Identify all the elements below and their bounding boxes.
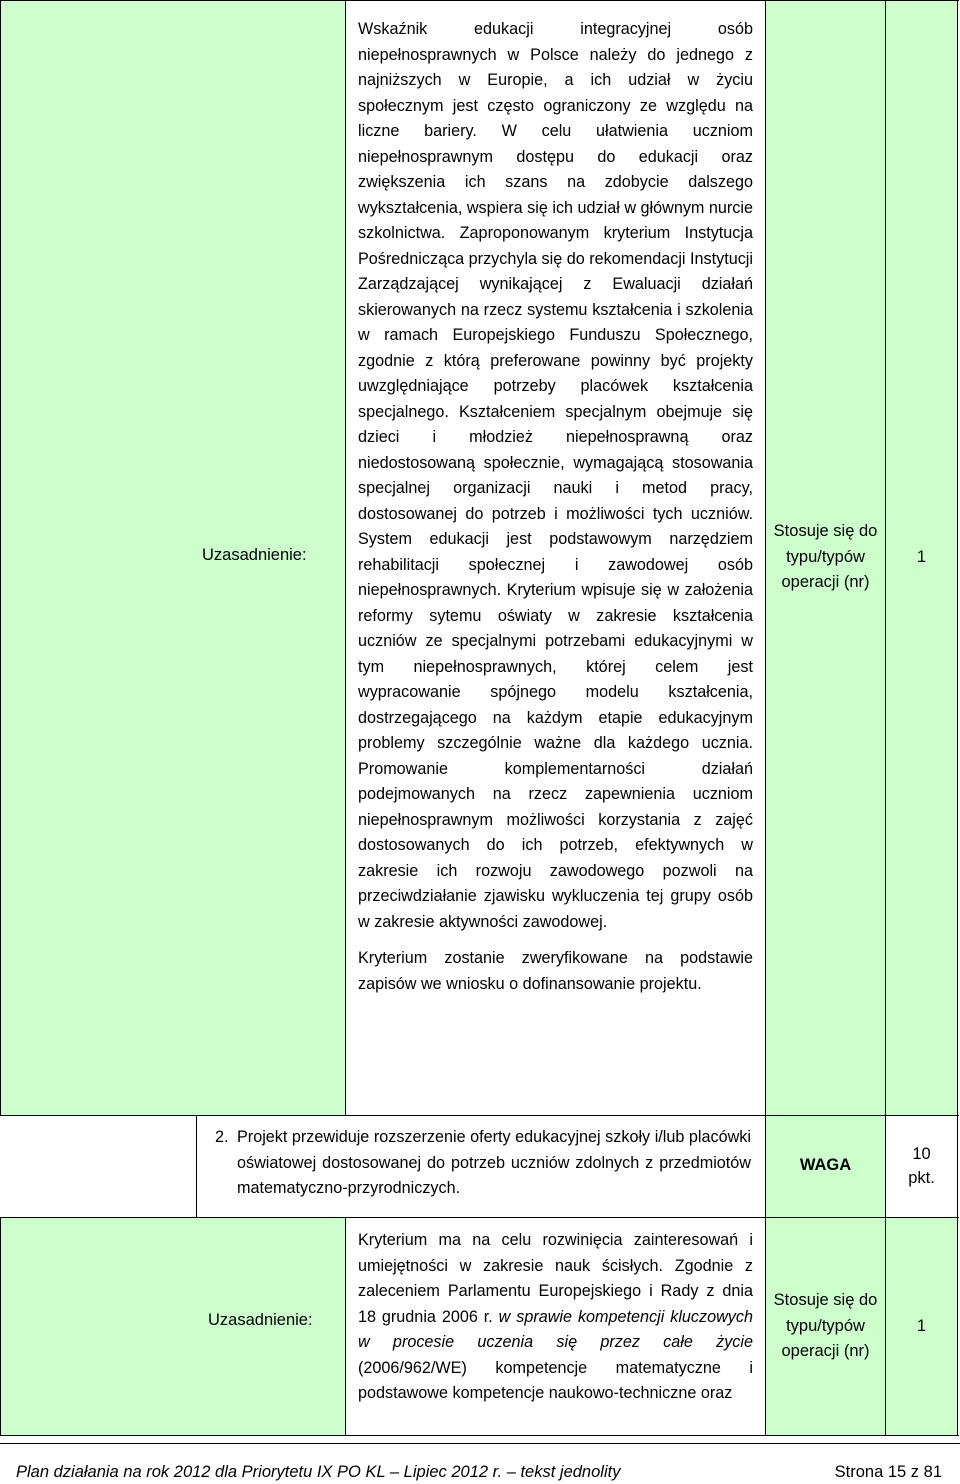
row-divider-1-left — [0, 1115, 197, 1116]
criterion2-text-block — [215, 1125, 751, 1202]
row1-applies: Stosuje się do typu/typów operacji (nr) — [773, 522, 878, 592]
footer-title: Plan działania na rok 2012 dla Priorytetu IX PO KL – Lipiec 2012 r. – tekst jednolity — [16, 1463, 621, 1481]
row-divider-1 — [196, 1115, 959, 1116]
row1-label-cell — [0, 0, 346, 1115]
row1-number: 1 — [916, 547, 927, 566]
row3-text-b: (2006/962/WE) kompetencje matematyczne i podstawowe kompetencje naukowo-techniczne oraz — [358, 1358, 753, 1402]
row3-number: 1 — [916, 1316, 927, 1335]
row-divider-2 — [0, 1217, 959, 1218]
criterion2-points-cell — [886, 1115, 958, 1217]
footer-page-number: Strona 15 z 81 — [834, 1463, 942, 1481]
row3-label-cell — [0, 1217, 346, 1436]
criterion2-points: 10 pkt. — [908, 1145, 935, 1187]
row1-label: Uzasadnienie: — [202, 546, 307, 564]
table-border-left-lower — [0, 1217, 1, 1436]
row1-number-cell — [886, 0, 958, 1115]
row3-number-cell — [886, 1217, 958, 1436]
row-divider-3 — [0, 1435, 959, 1436]
criterion2-number: 2. — [215, 1128, 229, 1146]
row3-text-a: Kryterium ma na celu rozwinięcia zainteresowań i umiejętności w zakresie nauk ścisłych. Zgodnie z zaleceniem Parlamentu Europejskiego i Rady z dnia 18 grudnia 2006 r. — [358, 1231, 753, 1326]
table-border-left — [0, 0, 1, 1115]
row1-text — [358, 17, 753, 997]
page-footer — [16, 1463, 942, 1482]
row3-applies: Stosuje się do typu/typów operacji (nr) — [773, 1291, 878, 1361]
row3-label: Uzasadnienie: — [208, 1311, 313, 1329]
criterion2-weight-label: WAGA — [799, 1156, 852, 1175]
row3-text-cell — [346, 1217, 766, 1436]
criterion2-text: Projekt przewiduje rozszerzenie oferty edukacyjnej szkoły i/lub placówki oświatowej dostosowanej do potrzeb uczniów zdolnych z przedmiotów matematyczno-przyrodniczych. — [237, 1128, 751, 1197]
row1-paragraph-1: Wskaźnik edukacji integracyjnej osób niepełnosprawnych w Polsce należy do jednego z najniższych w Europie, a ich udział w życiu społecznym jest często ograniczony ze względu na liczne bariery. W celu ułatwienia uczniom niepełnosprawnym dostępu do edukacji oraz zwiększenia ich szans na zdobycie dalszego wykształcenia, wspiera się ich udział w głównym nurcie szkolnictwa. Zaproponowanym kryterium Instytucja Pośrednicząca przychyla się do rekomendacji Instytucji Zarządzającej wynikającej z Ewaluacji działań skierowanych na rzecz systemu kształcenia i szkolenia w ramach Europejskiego Funduszu Społecznego, zgodnie z którą preferowane powinny być projekty uwzględniające potrzeby placówek kształcenia specjalnego. Kształceniem specjalnym obejmuje się dzieci i młodzież niepełnosprawną oraz niedostosowaną społecznie, wymagającą stosowania specjalnej organizacji nauki i metod pracy, dostosowanej do potrzeb i możliwości tych uczniów. System edukacji jest podstawowym narzędziem rehabilitacji społecznej i zawodowej osób niepełnosprawnych. Kryterium wpisuje się w założenia reformy sytemu oświaty w zakresie kształcenia uczniów ze specjalnymi potrzebami edukacyjnymi w tym niepełnosprawnych, której celem jest wypracowanie spójnego modelu kształcenia, dostrzegającego na każdym etapie edukacyjnym problemy szczególnie ważne dla każdego ucznia. Promowanie komplementarności działań podejmowanych na rzecz zapewnienia uczniom niepełnosprawnym możliwości korzystania z zajęć dostosowanych do ich potrzeb, efektywnych w zakresie ich rozwoju zawodowego pozwoli na przeciwdziałanie zjawisku wykluczenia tej grupy osób w zakresie aktywności zawodowej. — [358, 20, 753, 931]
row1-paragraph-2: Kryterium zostanie zweryfikowane na podstawie zapisów we wniosku o dofinansowanie projektu. — [358, 949, 753, 993]
table-top-border — [0, 0, 959, 1]
footer-separator — [0, 1443, 960, 1444]
row3-text-italic: w sprawie kompetencji kluczowych w procesie uczenia się przez całe życie — [358, 1307, 753, 1351]
row3-applies-cell — [766, 1217, 886, 1436]
criterion2-cell — [196, 1115, 766, 1217]
row1-text-cell — [346, 0, 766, 1115]
row1-applies-cell — [766, 0, 886, 1115]
row3-text — [358, 1228, 753, 1407]
criterion2-weight-cell — [766, 1115, 886, 1217]
